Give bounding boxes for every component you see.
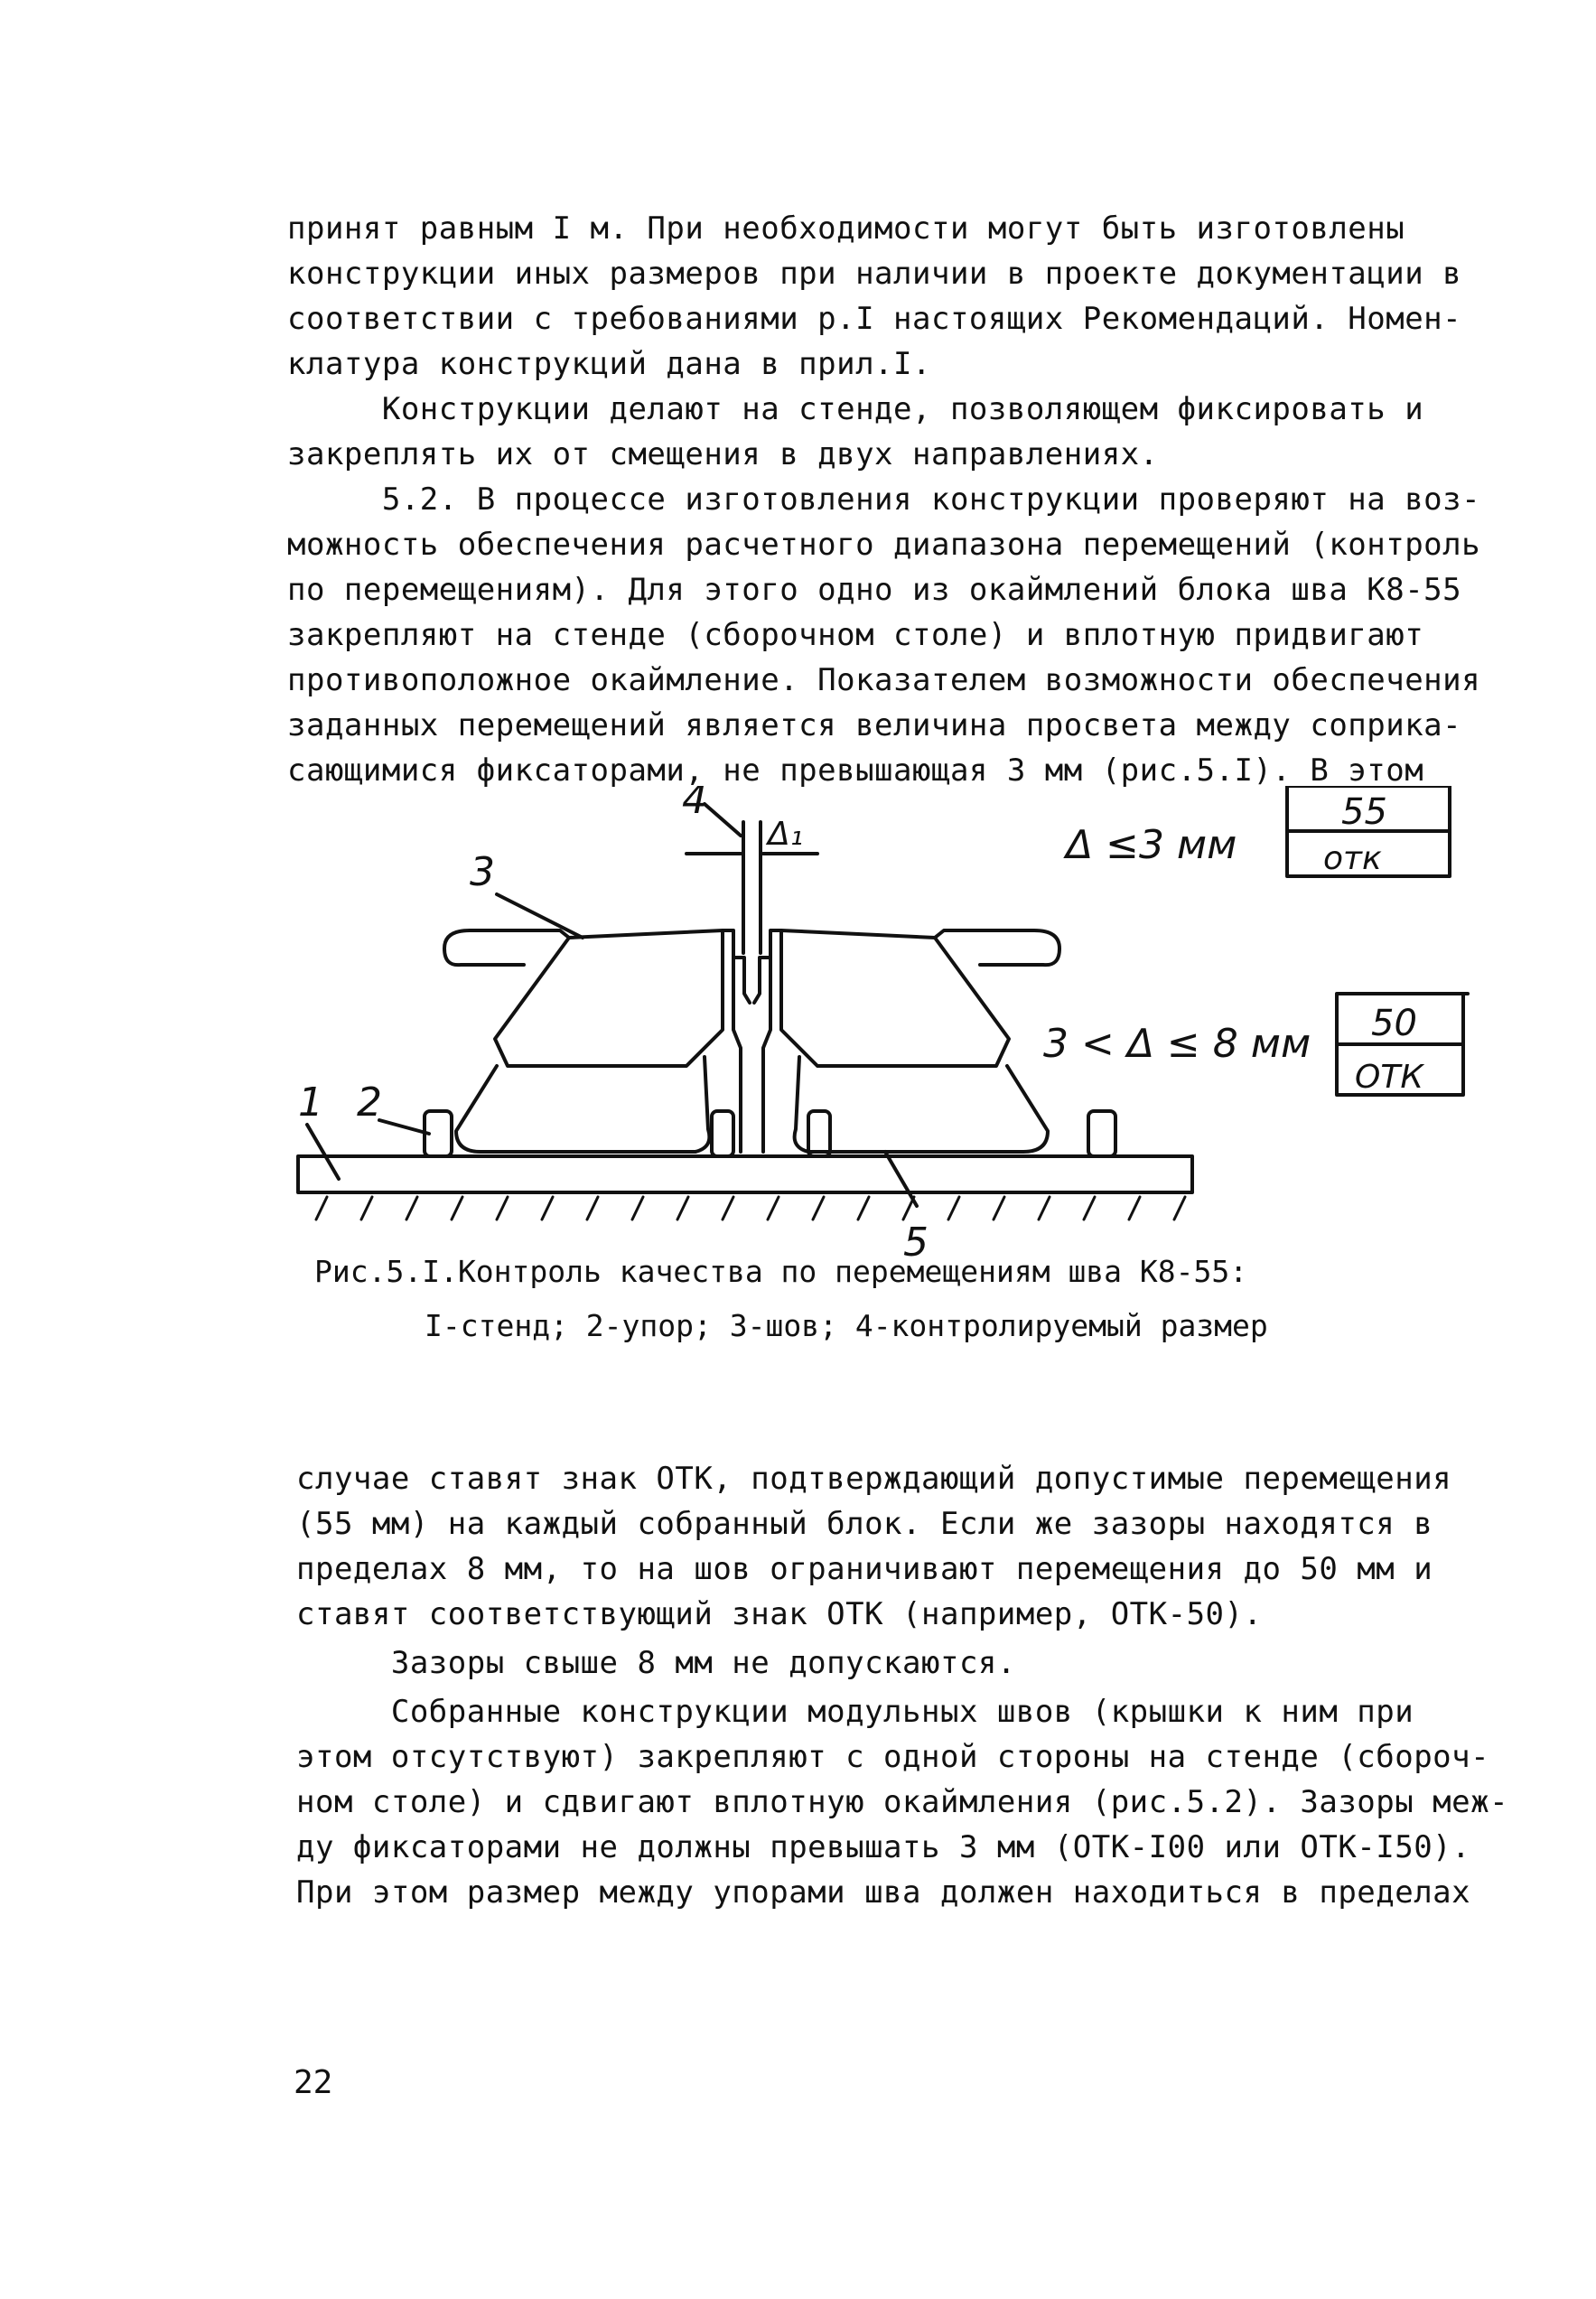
- condition-a: Δ ≤3 мм: [1066, 822, 1237, 868]
- figure-5-1: [271, 786, 1535, 1295]
- text-line: закрепляют на стенде (сборочном столе) и вплотную придвигают: [287, 617, 1424, 653]
- text-line: 5.2. В процессе изготовления конструкции проверяют на воз-: [287, 481, 1481, 518]
- text-line: по перемещениям). Для этого одно из окаймлений блока шва К8-55: [287, 572, 1462, 608]
- label-1: 1: [298, 1079, 323, 1126]
- stamp-a-bottom: отк: [1323, 840, 1382, 877]
- text-line: Конструкции делают на стенде, позволяющем фиксировать и: [287, 391, 1424, 427]
- text-line: случае ставят знак ОТК, подтверждающий допустимые перемещения: [296, 1461, 1452, 1497]
- text-line: сающимися фиксаторами, не превышающая 3 мм (рис.5.I). В этом: [287, 752, 1424, 789]
- text-line: принят равным I м. При необходимости могут быть изготовлены: [287, 210, 1405, 247]
- text-line: заданных перемещений является величина просвета между соприка-: [287, 707, 1462, 743]
- condition-b: 3 < Δ ≤ 8 мм: [1043, 1021, 1311, 1067]
- label-2: 2: [357, 1079, 382, 1126]
- text-line: ду фиксаторами не должны превышать 3 мм (ОТК-I00 или ОТК-I50).: [296, 1829, 1471, 1865]
- text-line: соответствии с требованиями р.I настоящих Рекомендаций. Номен-: [287, 301, 1462, 337]
- stamp-b-top: 50: [1371, 1003, 1417, 1044]
- text-line: можность обеспечения расчетного диапазона перемещений (контроль: [287, 527, 1481, 563]
- text-line: этом отсутствуют) закрепляют с одной стороны на стенде (сбороч-: [296, 1739, 1490, 1775]
- ground-hatch: [316, 1197, 1185, 1220]
- label-3: 3: [470, 849, 495, 895]
- figure-drawing: [271, 786, 1535, 1292]
- text-line: пределах 8 мм, то на шов ограничивают перемещения до 50 мм и: [296, 1551, 1433, 1587]
- figure-caption-legend: I-стенд; 2-упор; 3-шов; 4-контролируемый размер: [425, 1308, 1268, 1343]
- page-number: 22: [294, 2064, 333, 2101]
- text-line: ставят соответствующий знак ОТК (например, ОТК-50).: [296, 1596, 1263, 1632]
- left-edging: [495, 930, 723, 1066]
- label-delta1: Δ₁: [768, 816, 804, 853]
- stamp-b-bottom: ОТК: [1355, 1059, 1423, 1096]
- stop-center-right: [808, 1111, 830, 1156]
- stop-right: [1088, 1111, 1115, 1156]
- text-line: клатура конструкций дана в прил.I.: [287, 346, 931, 382]
- stop-center-left: [712, 1111, 733, 1156]
- stand-plate: [298, 1156, 1192, 1192]
- stamp-a-top: 55: [1341, 791, 1387, 833]
- text-line: ном столе) и сдвигают вплотную окаймления (рис.5.2). Зазоры меж-: [296, 1784, 1509, 1820]
- text-line: противоположное окаймление. Показателем возможности обеспечения: [287, 662, 1481, 698]
- text-line: Зазоры свыше 8 мм не допускаются.: [296, 1645, 1016, 1681]
- label-4: 4: [682, 786, 707, 823]
- text-line: (55 мм) на каждый собранный блок. Если же зазоры находятся в: [296, 1506, 1433, 1542]
- text-line: При этом размер между упорами шва должен находиться в пределах: [296, 1874, 1471, 1911]
- figure-caption: Рис.5.I.Контроль качества по перемещениям шва К8-55:: [314, 1254, 1248, 1289]
- text-line: закреплять их от смещения в двух направлениях.: [287, 436, 1159, 472]
- text-line: конструкции иных размеров при наличии в проекте документации в: [287, 256, 1462, 292]
- text-line: Собранные конструкции модульных швов (крышки к ним при: [296, 1694, 1414, 1730]
- right-edging: [781, 930, 1009, 1066]
- label-5: 5: [903, 1220, 929, 1266]
